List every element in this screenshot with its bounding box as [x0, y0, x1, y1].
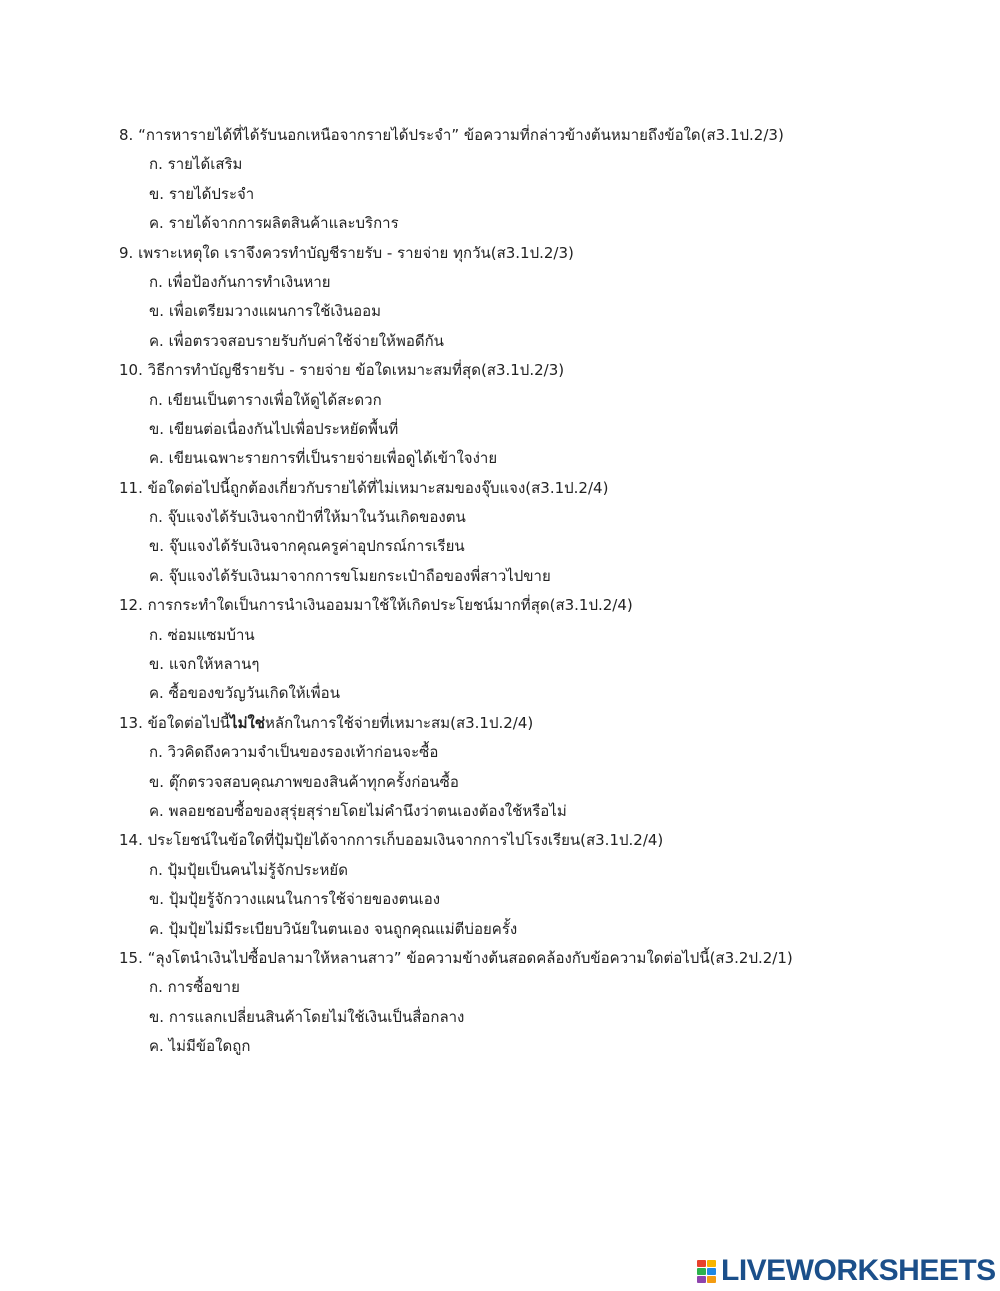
question-text: ข้อใดต่อไปนี้ถูกต้องเกี่ยวกับรายได้ที่ไม่เหมาะสมของจุ๊บแจง(ส3.1ป.2/4) — [147, 478, 609, 497]
answer-option — [119, 885, 979, 914]
option-letter: ค. — [149, 801, 164, 820]
option-text: รายได้ประจำ — [168, 184, 255, 203]
option-text: พลอยชอบซื้อของสุรุ่ยสุร่ายโดยไม่คำนึงว่าตนเองต้องใช้หรือไม่ — [168, 801, 567, 820]
logo-icon — [697, 1260, 716, 1283]
option-text: ไม่มีข้อใดถูก — [168, 1037, 251, 1056]
option-text: จุ๊บแจงได้รับเงินจากป้าที่ให้มาในวันเกิดของตน — [167, 508, 466, 527]
answer-option — [119, 209, 979, 238]
answer-option — [119, 1032, 979, 1061]
option-letter: ข. — [149, 184, 165, 203]
option-letter: ค. — [149, 449, 164, 468]
question-text-emphasis: ไม่ใช่ — [230, 713, 265, 732]
option-text: เขียนเฉพาะรายการที่เป็นรายจ่ายเพื่อดูได้เข้าใจง่าย — [168, 449, 498, 468]
option-letter: ก. — [149, 155, 163, 174]
option-letter: ก. — [149, 272, 163, 291]
question-8 — [119, 121, 979, 150]
option-text: ปุ้มปุ้ยรู้จักวางแผนในการใช้จ่ายของตนเอง — [168, 890, 441, 909]
answer-option — [119, 1003, 979, 1032]
question-text-after: หลักในการใช้จ่ายที่เหมาะสม(ส3.1ป.2/4) — [264, 713, 534, 732]
option-text: จุ๊บแจงได้รับเงินมาจากการขโมยกระเป๋าถือของพี่สาวไปขาย — [168, 566, 551, 585]
question-text: วิธีการทำบัญชีรายรับ - รายจ่าย ข้อใดเหมาะสมที่สุด(ส3.1ป.2/3) — [147, 361, 565, 380]
liveworksheets-logo — [697, 1254, 996, 1288]
question-number: 14. — [119, 831, 143, 850]
question-number: 12. — [119, 596, 143, 615]
answer-option — [119, 768, 979, 797]
option-text: แจกให้หลานๆ — [168, 655, 260, 674]
question-number: 8. — [119, 126, 134, 144]
option-letter: ก. — [149, 743, 163, 762]
answer-option — [119, 856, 979, 885]
option-text: เขียนต่อเนื่องกันไปเพื่อประหยัดพื้นที่ — [168, 419, 399, 438]
answer-option — [119, 738, 979, 767]
option-text: การแลกเปลี่ยนสินค้าโดยไม่ใช้เงินเป็นสื่อกลาง — [168, 1007, 465, 1026]
logo-square — [707, 1260, 716, 1267]
question-text-before: ข้อใดต่อไปนี้ — [147, 713, 231, 732]
answer-option — [119, 503, 979, 532]
logo-square — [697, 1276, 706, 1283]
option-text: ตุ๊กตรวจสอบคุณภาพของสินค้าทุกครั้งก่อนซื้อ — [168, 772, 459, 791]
question-text: เพราะเหตุใด เราจึงควรทำบัญชีรายรับ - รายจ่าย ทุกวัน(ส3.1ป.2/3) — [138, 243, 574, 262]
option-text: เพื่อเตรียมวางแผนการใช้เงินออม — [168, 302, 381, 321]
option-letter: ข. — [149, 772, 165, 791]
option-letter: ข. — [149, 890, 165, 909]
answer-option — [119, 650, 979, 679]
option-letter: ค. — [149, 919, 164, 938]
answer-option — [119, 268, 979, 297]
answer-option — [119, 386, 979, 415]
answer-option — [119, 621, 979, 650]
answer-option — [119, 444, 979, 473]
question-9 — [119, 239, 979, 268]
question-10 — [119, 356, 979, 385]
answer-option — [119, 180, 979, 209]
option-letter: ข. — [149, 1007, 165, 1026]
question-14 — [119, 826, 979, 855]
question-text: “ลุงโตนำเงินไปซื้อปลามาให้หลานสาว” ข้อความข้างต้นสอดคล้องกับข้อความใดต่อไปนี้(ส3.2ป.2/1) — [147, 948, 793, 967]
question-11 — [119, 474, 979, 503]
logo-square — [707, 1276, 716, 1283]
question-number: 11. — [119, 478, 143, 497]
worksheet-questions — [119, 121, 979, 1062]
question-number: 10. — [119, 361, 143, 380]
option-letter: ข. — [149, 302, 165, 321]
option-letter: ค. — [149, 684, 164, 703]
question-12 — [119, 591, 979, 620]
option-letter: ค. — [149, 1037, 164, 1056]
question-text: “การหารายได้ที่ได้รับนอกเหนือจากรายได้ประจำ” ข้อความที่กล่าวข้างต้นหมายถึงข้อใด(ส3.1ป.2/3) — [138, 126, 784, 144]
option-text: ปุ้มปุ้ยเป็นคนไม่รู้จักประหยัด — [167, 860, 348, 879]
option-letter: ก. — [149, 390, 163, 409]
option-text: รายได้เสริม — [167, 155, 243, 174]
option-letter: ข. — [149, 419, 165, 438]
answer-option — [119, 973, 979, 1002]
option-text: การซื้อขาย — [167, 978, 240, 997]
option-letter: ก. — [149, 625, 163, 644]
logo-square — [697, 1260, 706, 1267]
option-letter: ข. — [149, 655, 165, 674]
option-text: เพื่อป้องกันการทำเงินหาย — [167, 272, 331, 291]
option-text: เพื่อตรวจสอบรายรับกับค่าใช้จ่ายให้พอดีกัน — [168, 331, 444, 350]
option-letter: ค. — [149, 214, 164, 233]
option-text: ปุ้มปุ้ยไม่มีระเบียบวินัยในตนเอง จนถูกคุณแม่ตีบ่อยครั้ง — [168, 919, 518, 938]
option-letter: ก. — [149, 508, 163, 527]
logo-square — [707, 1268, 716, 1275]
question-15 — [119, 944, 979, 973]
answer-option — [119, 797, 979, 826]
answer-option — [119, 915, 979, 944]
option-text: รายได้จากการผลิตสินค้าและบริการ — [168, 214, 399, 233]
logo-square — [697, 1268, 706, 1275]
answer-option — [119, 297, 979, 326]
question-number: 9. — [119, 243, 134, 262]
option-text: ซื้อของขวัญวันเกิดให้เพื่อน — [168, 684, 340, 703]
answer-option — [119, 679, 979, 708]
option-letter: ค. — [149, 566, 164, 585]
option-text: จุ๊บแจงได้รับเงินจากคุณครูค่าอุปกรณ์การเรียน — [168, 537, 465, 556]
brand-name: LIVEWORKSHEETS — [721, 1254, 996, 1287]
answer-option — [119, 562, 979, 591]
question-text: การกระทำใดเป็นการนำเงินออมมาใช้ให้เกิดประโยชน์มากที่สุด(ส3.1ป.2/4) — [147, 596, 633, 615]
option-letter: ค. — [149, 331, 164, 350]
option-letter: ก. — [149, 978, 163, 997]
option-letter: ก. — [149, 860, 163, 879]
answer-option — [119, 327, 979, 356]
option-letter: ข. — [149, 537, 165, 556]
question-13 — [119, 709, 979, 738]
answer-option — [119, 532, 979, 561]
option-text: วิวคิดถึงความจำเป็นของรองเท้าก่อนจะซื้อ — [167, 743, 439, 762]
question-number: 13. — [119, 713, 143, 732]
answer-option — [119, 415, 979, 444]
answer-option — [119, 150, 979, 179]
question-number: 15. — [119, 948, 143, 967]
question-text: ประโยชน์ในข้อใดที่ปุ้มปุ้ยได้จากการเก็บออมเงินจากการไปโรงเรียน(ส3.1ป.2/4) — [147, 831, 664, 850]
option-text: ซ่อมแซมบ้าน — [167, 625, 255, 644]
option-text: เขียนเป็นตารางเพื่อให้ดูได้สะดวก — [167, 390, 382, 409]
